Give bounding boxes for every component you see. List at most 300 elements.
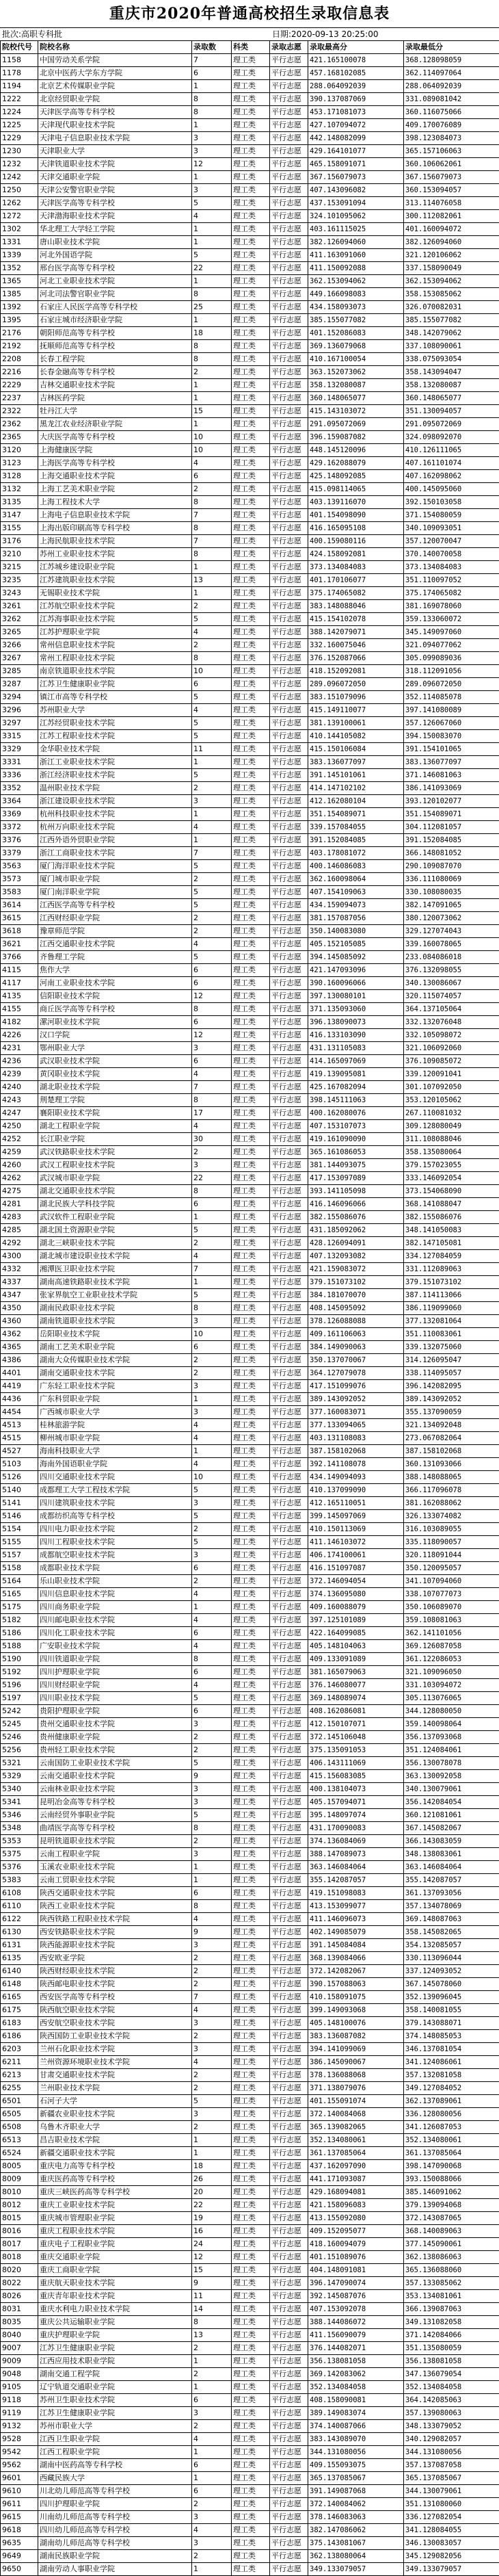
table-row [1, 756, 499, 769]
cell-category: 理工类 [232, 2108, 270, 2121]
cell-school-name: 西安欧亚学院 [38, 1952, 192, 1965]
cell-school-name: 湖南幼儿师范高等专科学校 [38, 2537, 192, 2550]
cell-admitted-count: 3 [192, 1718, 232, 1731]
cell-min-score: 360.148065077 [404, 392, 499, 405]
cell-min-score: 331.089081042 [404, 93, 499, 106]
cell-max-score: 391.145084084 [308, 1939, 404, 1952]
cell-school-code: 4527 [1, 1445, 38, 1458]
table-row [1, 587, 499, 600]
cell-min-score: 358.140081055 [404, 2004, 499, 2017]
cell-admitted-count: 3 [192, 1549, 232, 1562]
cell-min-score: 344.128080050 [404, 1705, 499, 1718]
cell-preference: 平行志愿 [270, 509, 308, 522]
cell-min-score: 273.067082064 [404, 1432, 499, 1445]
cell-school-code: 4515 [1, 1432, 38, 1445]
table-row [1, 340, 499, 353]
cell-school-code: 6131 [1, 1939, 38, 1952]
cell-max-score: 390.137087069 [308, 93, 404, 106]
table-row [1, 2446, 499, 2459]
cell-school-name: 苏州卫生职业技术学院 [38, 2394, 192, 2407]
table-row [1, 1978, 499, 1991]
cell-category: 理工类 [232, 2186, 270, 2199]
cell-max-score: 400.159080116 [308, 535, 404, 548]
table-row [1, 990, 499, 1003]
table-row [1, 2368, 499, 2381]
cell-preference: 平行志愿 [270, 210, 308, 223]
cell-min-score: 358.132080087 [404, 379, 499, 392]
cell-max-score: 392.141108078 [308, 1458, 404, 1471]
cell-admitted-count: 8 [192, 106, 232, 119]
cell-school-name: 贵州轻工职业技术学院 [38, 1744, 192, 1757]
cell-category: 理工类 [232, 1653, 270, 1666]
cell-school-name: 湖南民政职业技术学院 [38, 1302, 192, 1315]
table-row [1, 1172, 499, 1185]
cell-max-score: 349.133079057 [308, 2563, 404, 2576]
cell-max-score: 383.143089070 [308, 2433, 404, 2446]
cell-admitted-count: 3 [192, 2043, 232, 2056]
cell-school-code: 5256 [1, 1744, 38, 1757]
cell-preference: 平行志愿 [270, 2212, 308, 2225]
cell-category: 理工类 [232, 821, 270, 834]
cell-school-name: 河北司法警官职业学院 [38, 288, 192, 301]
table-row [1, 522, 499, 535]
header-school-code: 院校代号 [1, 41, 38, 54]
cell-preference: 平行志愿 [270, 1614, 308, 1627]
cell-preference: 平行志愿 [270, 1926, 308, 1939]
table-row [1, 1952, 499, 1965]
cell-category: 理工类 [232, 756, 270, 769]
date-label: 日期:2020-09-13 20:25:00 [269, 28, 379, 40]
cell-max-score: 418.160094079 [308, 2238, 404, 2251]
cell-max-score: 360.148065077 [308, 392, 404, 405]
cell-school-name: 新疆交通职业技术学院 [38, 2147, 192, 2160]
cell-admitted-count: 4 [192, 626, 232, 639]
table-row [1, 2277, 499, 2290]
cell-school-name: 昌吉职业技术学院 [38, 2134, 192, 2147]
cell-school-name: 重庆青年职业技术学院 [38, 2290, 192, 2303]
cell-category: 理工类 [232, 2459, 270, 2472]
cell-preference: 平行志愿 [270, 899, 308, 912]
cell-school-code: 8031 [1, 2303, 38, 2316]
cell-min-score: 339.120091041 [404, 1068, 499, 1081]
cell-admitted-count: 7 [192, 1263, 232, 1276]
cell-school-name: 吉林医药学院 [38, 392, 192, 405]
table-row [1, 1666, 499, 1679]
table-row [1, 1094, 499, 1107]
cell-school-code: 5182 [1, 1614, 38, 1627]
cell-admitted-count: 2 [192, 600, 232, 613]
cell-school-code: 1392 [1, 301, 38, 314]
cell-school-name: 黑龙江农业经济职业学院 [38, 418, 192, 431]
cell-admitted-count: 8 [192, 652, 232, 665]
cell-school-name: 襄阳职业技术学院 [38, 1107, 192, 1120]
cell-school-name: 上海交通职业技术学院 [38, 470, 192, 483]
cell-category: 理工类 [232, 509, 270, 522]
cell-school-code: 5321 [1, 1757, 38, 1770]
table-row [1, 249, 499, 262]
cell-admitted-count: 22 [192, 2199, 232, 2212]
cell-preference: 平行志愿 [270, 327, 308, 340]
table-row [1, 1419, 499, 1432]
cell-school-name: 黄冈职业技术学院 [38, 1068, 192, 1081]
cell-min-score: 381.162088062 [404, 1497, 499, 1510]
cell-preference: 平行志愿 [270, 2537, 308, 2550]
cell-max-score: 382.126094060 [308, 236, 404, 249]
cell-school-name: 邢台医学高等专科学校 [38, 262, 192, 275]
cell-preference: 平行志愿 [270, 808, 308, 821]
cell-category: 理工类 [232, 2316, 270, 2329]
cell-preference: 平行志愿 [270, 1770, 308, 1783]
cell-school-code: 6524 [1, 2147, 38, 2160]
cell-min-score: 360.153094057 [404, 184, 499, 197]
cell-category: 理工类 [232, 2238, 270, 2251]
cell-preference: 平行志愿 [270, 2251, 308, 2264]
cell-admitted-count: 3 [192, 1380, 232, 1393]
cell-admitted-count: 22 [192, 1172, 232, 1185]
cell-min-score: 351.131080060 [404, 2498, 499, 2511]
table-row [1, 80, 499, 93]
cell-school-name: 抚顺师范高等专科学校 [38, 340, 192, 353]
cell-min-score: 357.126067060 [404, 717, 499, 730]
cell-max-score: 387.158102068 [308, 1445, 404, 1458]
cell-admitted-count: 2 [192, 1146, 232, 1159]
cell-school-code: 6165 [1, 1991, 38, 2004]
cell-school-code: 1224 [1, 106, 38, 119]
cell-preference: 平行志愿 [270, 1939, 308, 1952]
cell-admitted-count: 4 [192, 1250, 232, 1263]
cell-category: 理工类 [232, 1172, 270, 1185]
cell-category: 理工类 [232, 1289, 270, 1302]
cell-admitted-count: 10 [192, 665, 232, 678]
cell-preference: 平行志愿 [270, 587, 308, 600]
table-row [1, 977, 499, 990]
cell-max-score: 376.146080077 [308, 1679, 404, 1692]
cell-preference: 平行志愿 [270, 2173, 308, 2186]
cell-category: 理工类 [232, 2225, 270, 2238]
cell-max-score: 401.152086083 [308, 327, 404, 340]
table-body [1, 54, 499, 2576]
cell-school-code: 6513 [1, 2134, 38, 2147]
cell-school-name: 成都纺织高等专科学校 [38, 1510, 192, 1523]
table-row [1, 418, 499, 431]
cell-preference: 平行志愿 [270, 1510, 308, 1523]
cell-category: 理工类 [232, 2043, 270, 2056]
cell-preference: 平行志愿 [270, 2550, 308, 2563]
cell-admitted-count: 6 [192, 678, 232, 691]
cell-min-score: 313.114076058 [404, 197, 499, 210]
cell-category: 理工类 [232, 1835, 270, 1848]
cell-school-name: 朝阳师范高等专科学校 [38, 327, 192, 340]
cell-school-name: 曲靖医学高等专科学校 [38, 1822, 192, 1835]
cell-min-score: 366.139087063 [404, 2303, 499, 2316]
cell-category: 理工类 [232, 2277, 270, 2290]
cell-min-score: 387.114113066 [404, 1289, 499, 1302]
cell-school-code: 6183 [1, 2017, 38, 2030]
cell-preference: 平行志愿 [270, 1237, 308, 1250]
table-row [1, 535, 499, 548]
cell-category: 理工类 [232, 1159, 270, 1172]
cell-max-score: 434.158093073 [308, 301, 404, 314]
cell-school-name: 四川化工职业技术学院 [38, 1627, 192, 1640]
cell-school-name: 湖南工艺美术职业学院 [38, 1341, 192, 1354]
cell-category: 理工类 [232, 535, 270, 548]
table-row [1, 2043, 499, 2056]
cell-max-score: 434.149094093 [308, 1471, 404, 1484]
cell-preference: 平行志愿 [270, 574, 308, 587]
table-row [1, 431, 499, 444]
cell-school-name: 河北工业职业技术学院 [38, 275, 192, 288]
cell-admitted-count: 2 [192, 1744, 232, 1757]
cell-max-score: 390.160096066 [308, 977, 404, 990]
cell-min-score: 338.114095057 [404, 1367, 499, 1380]
table-row [1, 2472, 499, 2485]
cell-preference: 平行志愿 [270, 1757, 308, 1770]
cell-category: 理工类 [232, 1341, 270, 1354]
cell-school-name: 江西应用技术职业学院 [38, 2355, 192, 2368]
cell-max-score: 372.146094054 [308, 1575, 404, 1588]
cell-school-name: 浙江建设职业技术学院 [38, 795, 192, 808]
cell-preference: 平行志愿 [270, 1341, 308, 1354]
cell-preference: 平行志愿 [270, 1198, 308, 1211]
cell-school-name: 西安医学高等专科学校 [38, 1991, 192, 2004]
table-row [1, 1913, 499, 1926]
cell-admitted-count: 2 [192, 1731, 232, 1744]
cell-max-score: 429.162088079 [308, 457, 404, 470]
cell-admitted-count: 4 [192, 1640, 232, 1653]
table-row [1, 717, 499, 730]
cell-category: 理工类 [232, 2173, 270, 2186]
table-row [1, 1939, 499, 1952]
cell-max-score: 416.146096066 [308, 1198, 404, 1211]
cell-school-name: 海南科技职业大学 [38, 1445, 192, 1458]
cell-preference: 平行志愿 [270, 782, 308, 795]
cell-category: 理工类 [232, 2498, 270, 2511]
cell-max-score: 419.139095081 [308, 1068, 404, 1081]
cell-school-code: 3243 [1, 587, 38, 600]
cell-admitted-count: 8 [192, 1822, 232, 1835]
cell-admitted-count: 4 [192, 1068, 232, 1081]
cell-school-code: 8015 [1, 2212, 38, 2225]
cell-school-code: 5126 [1, 1471, 38, 1484]
cell-admitted-count: 4 [192, 2004, 232, 2017]
cell-min-score: 338.107077073 [404, 1588, 499, 1601]
cell-min-score: 351.124084061 [404, 1744, 499, 1757]
cell-preference: 平行志愿 [270, 691, 308, 704]
cell-school-name: 四川护理职业学院 [38, 2498, 192, 2511]
cell-school-name: 成都职业技术学院 [38, 1562, 192, 1575]
cell-admitted-count: 5 [192, 860, 232, 873]
table-row [1, 223, 499, 236]
cell-preference: 平行志愿 [270, 652, 308, 665]
cell-min-score: 337.108090061 [404, 340, 499, 353]
cell-category: 理工类 [232, 1718, 270, 1731]
cell-admitted-count: 1 [192, 2355, 232, 2368]
cell-admitted-count: 5 [192, 1757, 232, 1770]
cell-max-score: 401.154098090 [308, 509, 404, 522]
cell-category: 理工类 [232, 1952, 270, 1965]
cell-max-score: 409.161106063 [308, 1328, 404, 1341]
cell-preference: 平行志愿 [270, 2147, 308, 2160]
table-row [1, 678, 499, 691]
cell-min-score: 348.133079052 [404, 2420, 499, 2433]
table-row [1, 1926, 499, 1939]
table-row [1, 1822, 499, 1835]
cell-school-name: 四川工程职业技术学院 [38, 1536, 192, 1549]
cell-school-name: 陕西航空职业技术学院 [38, 2004, 192, 2017]
cell-preference: 平行志愿 [270, 1913, 308, 1926]
cell-category: 理工类 [232, 223, 270, 236]
cell-category: 理工类 [232, 1016, 270, 1029]
cell-school-name: 四川职业技术学院 [38, 1692, 192, 1705]
cell-school-code: 3364 [1, 795, 38, 808]
cell-preference: 平行志愿 [270, 1575, 308, 1588]
cell-preference: 平行志愿 [270, 1055, 308, 1068]
cell-category: 理工类 [232, 2082, 270, 2095]
table-row [1, 366, 499, 379]
cell-max-score: 399.149093068 [308, 2004, 404, 2017]
table-row [1, 1601, 499, 1614]
cell-admitted-count: 1 [192, 2446, 232, 2459]
table-row [1, 2160, 499, 2173]
cell-max-score: 388.142079071 [308, 626, 404, 639]
cell-school-name: 湖南劳动人事职业学院 [38, 2563, 192, 2576]
cell-admitted-count: 2 [192, 1354, 232, 1367]
cell-admitted-count: 1 [192, 1393, 232, 1406]
table-row [1, 1809, 499, 1822]
cell-max-score: 424.158092081 [308, 548, 404, 561]
cell-preference: 平行志愿 [270, 223, 308, 236]
cell-school-name: 重庆航天职业技术学院 [38, 2277, 192, 2290]
table-row [1, 2121, 499, 2134]
cell-preference: 平行志愿 [270, 1068, 308, 1081]
table-row [1, 405, 499, 418]
table-row [1, 2407, 499, 2420]
cell-category: 理工类 [232, 54, 270, 67]
cell-preference: 平行志愿 [270, 1224, 308, 1237]
cell-school-code: 5375 [1, 1848, 38, 1861]
cell-admitted-count: 2 [192, 2550, 232, 2563]
cell-category: 理工类 [232, 1302, 270, 1315]
cell-max-score: 410.158091075 [308, 1991, 404, 2004]
cell-school-name: 江苏航空职业技术学院 [38, 600, 192, 613]
table-row [1, 1341, 499, 1354]
cell-max-score: 396.159087082 [308, 431, 404, 444]
table-row [1, 470, 499, 483]
cell-preference: 平行志愿 [270, 2004, 308, 2017]
cell-min-score: 379.139094068 [404, 2199, 499, 2212]
cell-min-score: 344.130079061 [404, 2485, 499, 2498]
cell-max-score: 409.160088079 [308, 1601, 404, 1614]
cell-min-score: 371.154080059 [404, 509, 499, 522]
cell-max-score: 382.155086076 [308, 1211, 404, 1224]
cell-admitted-count: 4 [192, 704, 232, 717]
cell-admitted-count: 8 [192, 93, 232, 106]
cell-school-code: 4240 [1, 1081, 38, 1094]
cell-school-name: 湖北国土资源职业学院 [38, 1224, 192, 1237]
cell-min-score: 357.137087058 [404, 2459, 499, 2472]
table-row [1, 626, 499, 639]
cell-school-name: 长春金融高等专科学校 [38, 366, 192, 379]
cell-min-score: 321.120106062 [404, 249, 499, 262]
cell-min-score: 350.120095057 [404, 1562, 499, 1575]
cell-preference: 平行志愿 [270, 2121, 308, 2134]
cell-school-name: 湖南高速铁路职业技术学院 [38, 1276, 192, 1289]
cell-school-code: 8020 [1, 2264, 38, 2277]
table-row [1, 2563, 499, 2576]
cell-preference: 平行志愿 [270, 184, 308, 197]
cell-min-score: 337.124093052 [404, 1965, 499, 1978]
cell-preference: 平行志愿 [270, 1744, 308, 1757]
cell-preference: 平行志愿 [270, 1562, 308, 1575]
cell-min-score: 391.152084085 [404, 834, 499, 847]
cell-min-score: 349.133079057 [404, 2563, 499, 2576]
cell-school-name: 云南国防工业职业技术学院 [38, 1757, 192, 1770]
cell-admitted-count: 3 [192, 145, 232, 158]
table-row [1, 873, 499, 886]
table-row [1, 106, 499, 119]
cell-category: 理工类 [232, 1276, 270, 1289]
cell-admitted-count: 1 [192, 392, 232, 405]
cell-preference: 平行志愿 [270, 2316, 308, 2329]
cell-school-name: 大庆医学高等专科学校 [38, 431, 192, 444]
table-row [1, 2394, 499, 2407]
cell-min-score: 366.148081052 [404, 847, 499, 860]
table-row [1, 2303, 499, 2316]
cell-preference: 平行志愿 [270, 756, 308, 769]
cell-preference: 平行志愿 [270, 1536, 308, 1549]
cell-school-code: 9649 [1, 2550, 38, 2563]
cell-category: 理工类 [232, 2407, 270, 2420]
cell-max-score: 405.157094071 [308, 1796, 404, 1809]
cell-school-name: 武汉软件工程职业学院 [38, 1211, 192, 1224]
cell-preference: 平行志愿 [270, 990, 308, 1003]
cell-school-name: 苏州工业职业技术学院 [38, 548, 192, 561]
cell-min-score: 320.118091044 [404, 1549, 499, 1562]
cell-admitted-count: 6 [192, 1198, 232, 1211]
table-row [1, 1146, 499, 1159]
cell-category: 理工类 [232, 496, 270, 509]
cell-max-score: 397.125101089 [308, 1614, 404, 1627]
cell-school-code: 6213 [1, 2069, 38, 2082]
cell-min-score: 360.106062061 [404, 158, 499, 171]
cell-school-code: 3266 [1, 639, 38, 652]
cell-min-score: 330.108080035 [404, 886, 499, 899]
cell-admitted-count: 3 [192, 1497, 232, 1510]
table-row [1, 197, 499, 210]
cell-min-score: 355.137090059 [404, 1406, 499, 1419]
cell-school-code: 6501 [1, 2095, 38, 2108]
table-row [1, 639, 499, 652]
cell-preference: 平行志愿 [270, 2563, 308, 2576]
cell-max-score: 407.143096082 [308, 184, 404, 197]
cell-school-name: 海南外国语职业学院 [38, 1458, 192, 1471]
table-row [1, 1744, 499, 1757]
cell-admitted-count: 6 [192, 2485, 232, 2498]
cell-school-name: 四川护理职业学院 [38, 1666, 192, 1679]
cell-preference: 平行志愿 [270, 1276, 308, 1289]
cell-min-score: 335.118090057 [404, 1536, 499, 1549]
cell-max-score: 374.136095080 [308, 1588, 404, 1601]
cell-school-code: 5154 [1, 1523, 38, 1536]
cell-school-name: 石家庄城市经济职业学院 [38, 314, 192, 327]
cell-school-name: 苏州市职业大学 [38, 2420, 192, 2433]
table-row [1, 444, 499, 457]
cell-max-score: 369.136079068 [308, 340, 404, 353]
cell-school-name: 四川邮电职业技术学院 [38, 1614, 192, 1627]
cell-school-code: 5158 [1, 1562, 38, 1575]
cell-admitted-count: 6 [192, 1666, 232, 1679]
cell-max-score: 453.171081073 [308, 106, 404, 119]
